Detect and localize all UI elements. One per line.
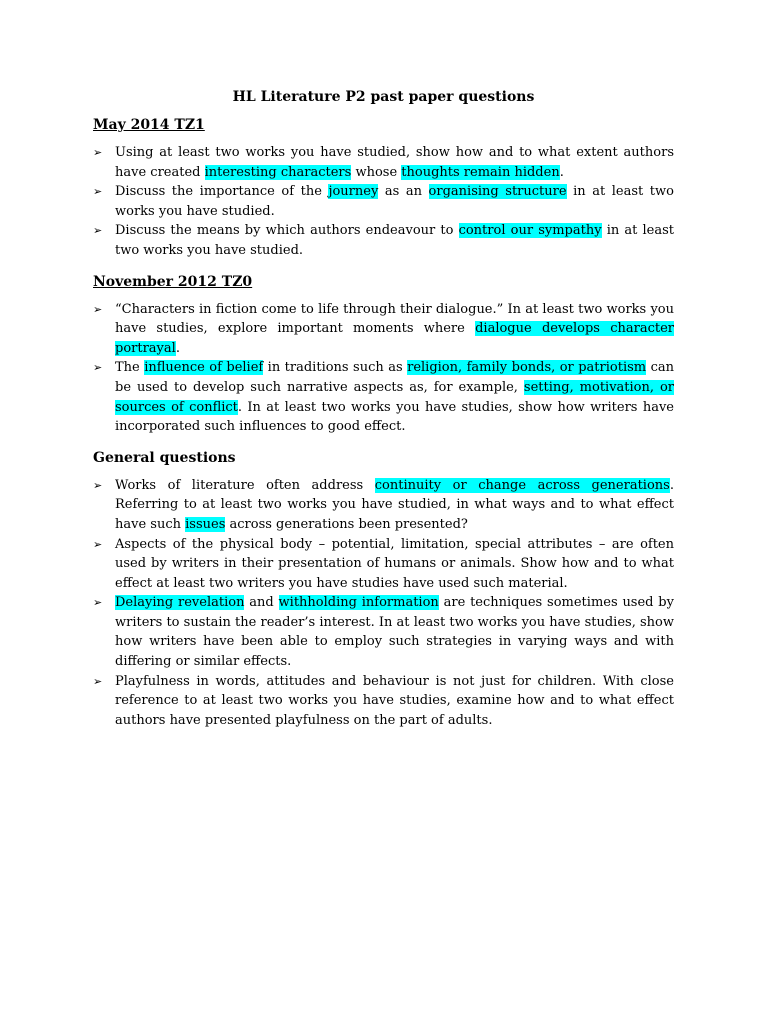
question-text: whose (351, 164, 402, 180)
question-text: across generations been presented? (225, 516, 468, 532)
highlighted-phrase: journey (328, 184, 379, 200)
arrow-bullet-icon: ➢ (93, 361, 103, 375)
question-text: . In at least two works you have studies, show how writers have incorporated such influences to good effect. (115, 399, 674, 435)
question-item (93, 535, 674, 594)
highlighted-phrase: control our sympathy (458, 223, 602, 239)
question-text: in at least two works you have studied. (115, 184, 674, 219)
sections-container (93, 116, 674, 730)
question-text: . (559, 164, 564, 180)
question-text: and (244, 595, 279, 611)
highlighted-phrase: Delaying revelation (115, 595, 245, 611)
question-text: in at least two works you have studied. (115, 223, 674, 258)
highlighted-phrase: religion, family bonds, or patriotism (407, 360, 647, 376)
question-item (93, 300, 674, 359)
question-text: Playfulness in words, attitudes and behaviour is not just for children. With close reference to at least two works you have studies, examine how and to what effect authors have presented playfulness on the part of adults. (115, 673, 674, 728)
highlighted-phrase: influence of belief (144, 360, 264, 376)
question-text: as an (378, 184, 429, 200)
arrow-bullet-icon: ➢ (93, 185, 103, 199)
highlighted-phrase: interesting characters (204, 164, 352, 180)
question-list (93, 476, 674, 731)
arrow-bullet-icon: ➢ (93, 146, 103, 159)
question-item (93, 143, 674, 182)
document-title: HL Literature P2 past paper questions (232, 89, 535, 105)
question-item (93, 476, 674, 535)
question-text: are techniques sometimes used by writers to sustain the reader’s interest. In at least two works you have studies, show how writers have been able to employ such strategies in varying ways and with differing or similar effects. (115, 595, 674, 670)
highlighted-phrase: continuity or change across generations (374, 477, 670, 493)
highlighted-phrase: thoughts remain hidden (401, 164, 560, 180)
question-text: Discuss the means by which authors endeavour to (115, 223, 459, 239)
section-heading: November 2012 TZ0 (93, 273, 253, 290)
question-item (93, 672, 674, 731)
question-text: Aspects of the physical body – potential, limitation, special attributes – are often used by writers in their presentation of humans or animals. Show how and to what effect at least two writers you have studies have used such material. (115, 536, 674, 591)
arrow-bullet-icon: ➢ (93, 302, 103, 316)
question-text: The (115, 360, 145, 376)
arrow-bullet-icon: ➢ (93, 596, 103, 610)
question-list (93, 143, 674, 261)
highlighted-phrase: setting, motivation, or sources of conflict (115, 379, 675, 415)
question-item (93, 221, 674, 260)
arrow-bullet-icon: ➢ (93, 224, 103, 238)
question-text: “Characters in fiction come to life through their dialogue.” In at least two works you have studies, explore important moments where (115, 301, 674, 337)
question-text: Using at least two works you have studied, show how and to what extent authors have created (115, 145, 674, 180)
arrow-bullet-icon: ➢ (93, 674, 103, 688)
question-text: . (175, 340, 180, 356)
question-list (93, 300, 674, 437)
highlighted-phrase: issues (185, 516, 226, 532)
arrow-bullet-icon: ➢ (93, 478, 103, 492)
question-text: can be used to develop such narrative aspects as, for example, (115, 360, 674, 395)
question-item (93, 593, 674, 671)
highlighted-phrase: dialogue develops character portrayal (115, 321, 674, 356)
section-heading: General questions (93, 449, 236, 466)
question-item (93, 358, 674, 436)
question-text: in traditions such as (263, 360, 408, 376)
question-text: Discuss the importance of the (115, 184, 329, 200)
highlighted-phrase: withholding information (278, 595, 439, 611)
arrow-bullet-icon: ➢ (93, 537, 103, 551)
question-text: . Referring to at least two works you have studied, in what ways and to what effect have such (115, 477, 674, 532)
question-text: Works of literature often address (115, 477, 375, 493)
highlighted-phrase: organising structure (428, 184, 567, 200)
section-heading: May 2014 TZ1 (93, 117, 205, 133)
question-item (93, 182, 674, 221)
